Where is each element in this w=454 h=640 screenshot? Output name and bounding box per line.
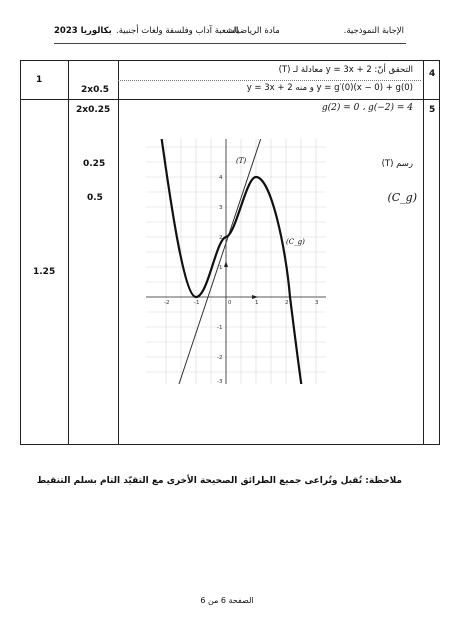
x-tick: 1 (255, 300, 259, 306)
col-divider-total (68, 61, 69, 444)
row5-mark-1: 2x0.25 (76, 105, 111, 115)
y-tick: -3 (217, 379, 223, 385)
row4-content-line1: التحقق أنّ: y = 3x + 2 معادلة لـ (T) (278, 65, 413, 75)
y-tick: 1 (219, 265, 223, 271)
y-tick: 4 (219, 175, 223, 181)
row5-mark-2: 0.25 (83, 159, 106, 169)
x-tick: 2 (285, 300, 289, 306)
y-unit-arrow (224, 261, 228, 267)
x-unit-arrow (252, 295, 258, 299)
row4-total: 1 (36, 75, 43, 85)
x-tick: 0 (228, 300, 232, 306)
row-divider (21, 99, 439, 100)
page-header (54, 26, 404, 40)
header-branch: الشعبة آداب وفلسفة ولغات أجنبية. (116, 26, 239, 36)
row5-total: 1.25 (33, 267, 56, 277)
row4-inner-divider (118, 80, 421, 81)
x-tick: -1 (194, 300, 200, 306)
page-number: الصفحة 6 من 6 (200, 596, 254, 605)
tangent-label: (T) (236, 157, 247, 165)
y-tick: -2 (217, 355, 223, 361)
row5-mark-3: 0.5 (87, 193, 103, 203)
header-model-answer: الإجابة النموذجية. (343, 26, 404, 36)
row4-content-line2: y = g′(0)(x − 0) + g(0) و منه y = 3x + 2 (246, 83, 413, 93)
y-tick: 2 (219, 235, 223, 241)
row5-draw-label: رسم (T) (381, 159, 413, 169)
row5-number: 5 (429, 105, 436, 115)
row5-content-line1: g(2) = 0 ، g(−2) = 4 (321, 103, 413, 113)
x-tick: -2 (164, 300, 170, 306)
curve-label: (C_g) (286, 238, 305, 246)
y-tick: 3 (219, 205, 223, 211)
function-graph (146, 139, 326, 389)
col-divider-marks (118, 61, 119, 444)
y-tick: -1 (217, 325, 223, 331)
row4-mark: 2x0.5 (81, 85, 110, 95)
header-divider (54, 43, 406, 44)
row5-curve-label: (C_g) (387, 191, 417, 204)
header-subject: مادة الرياضيات. (224, 26, 280, 36)
col-divider-number (423, 61, 424, 444)
grading-note: ملاحظة: تُقبل وتُراعى جميع الطرائق الصحيحة الأخرى مع التقيّد التام بسلم التنقيط (36, 476, 402, 486)
curve-cg (160, 139, 302, 389)
x-tick: 3 (315, 300, 319, 306)
header-exam: بكالوريا 2023 (54, 26, 112, 36)
graph-grid (146, 139, 326, 384)
tangent-line (178, 139, 281, 387)
grading-table (20, 60, 440, 445)
row4-number: 4 (429, 69, 436, 79)
